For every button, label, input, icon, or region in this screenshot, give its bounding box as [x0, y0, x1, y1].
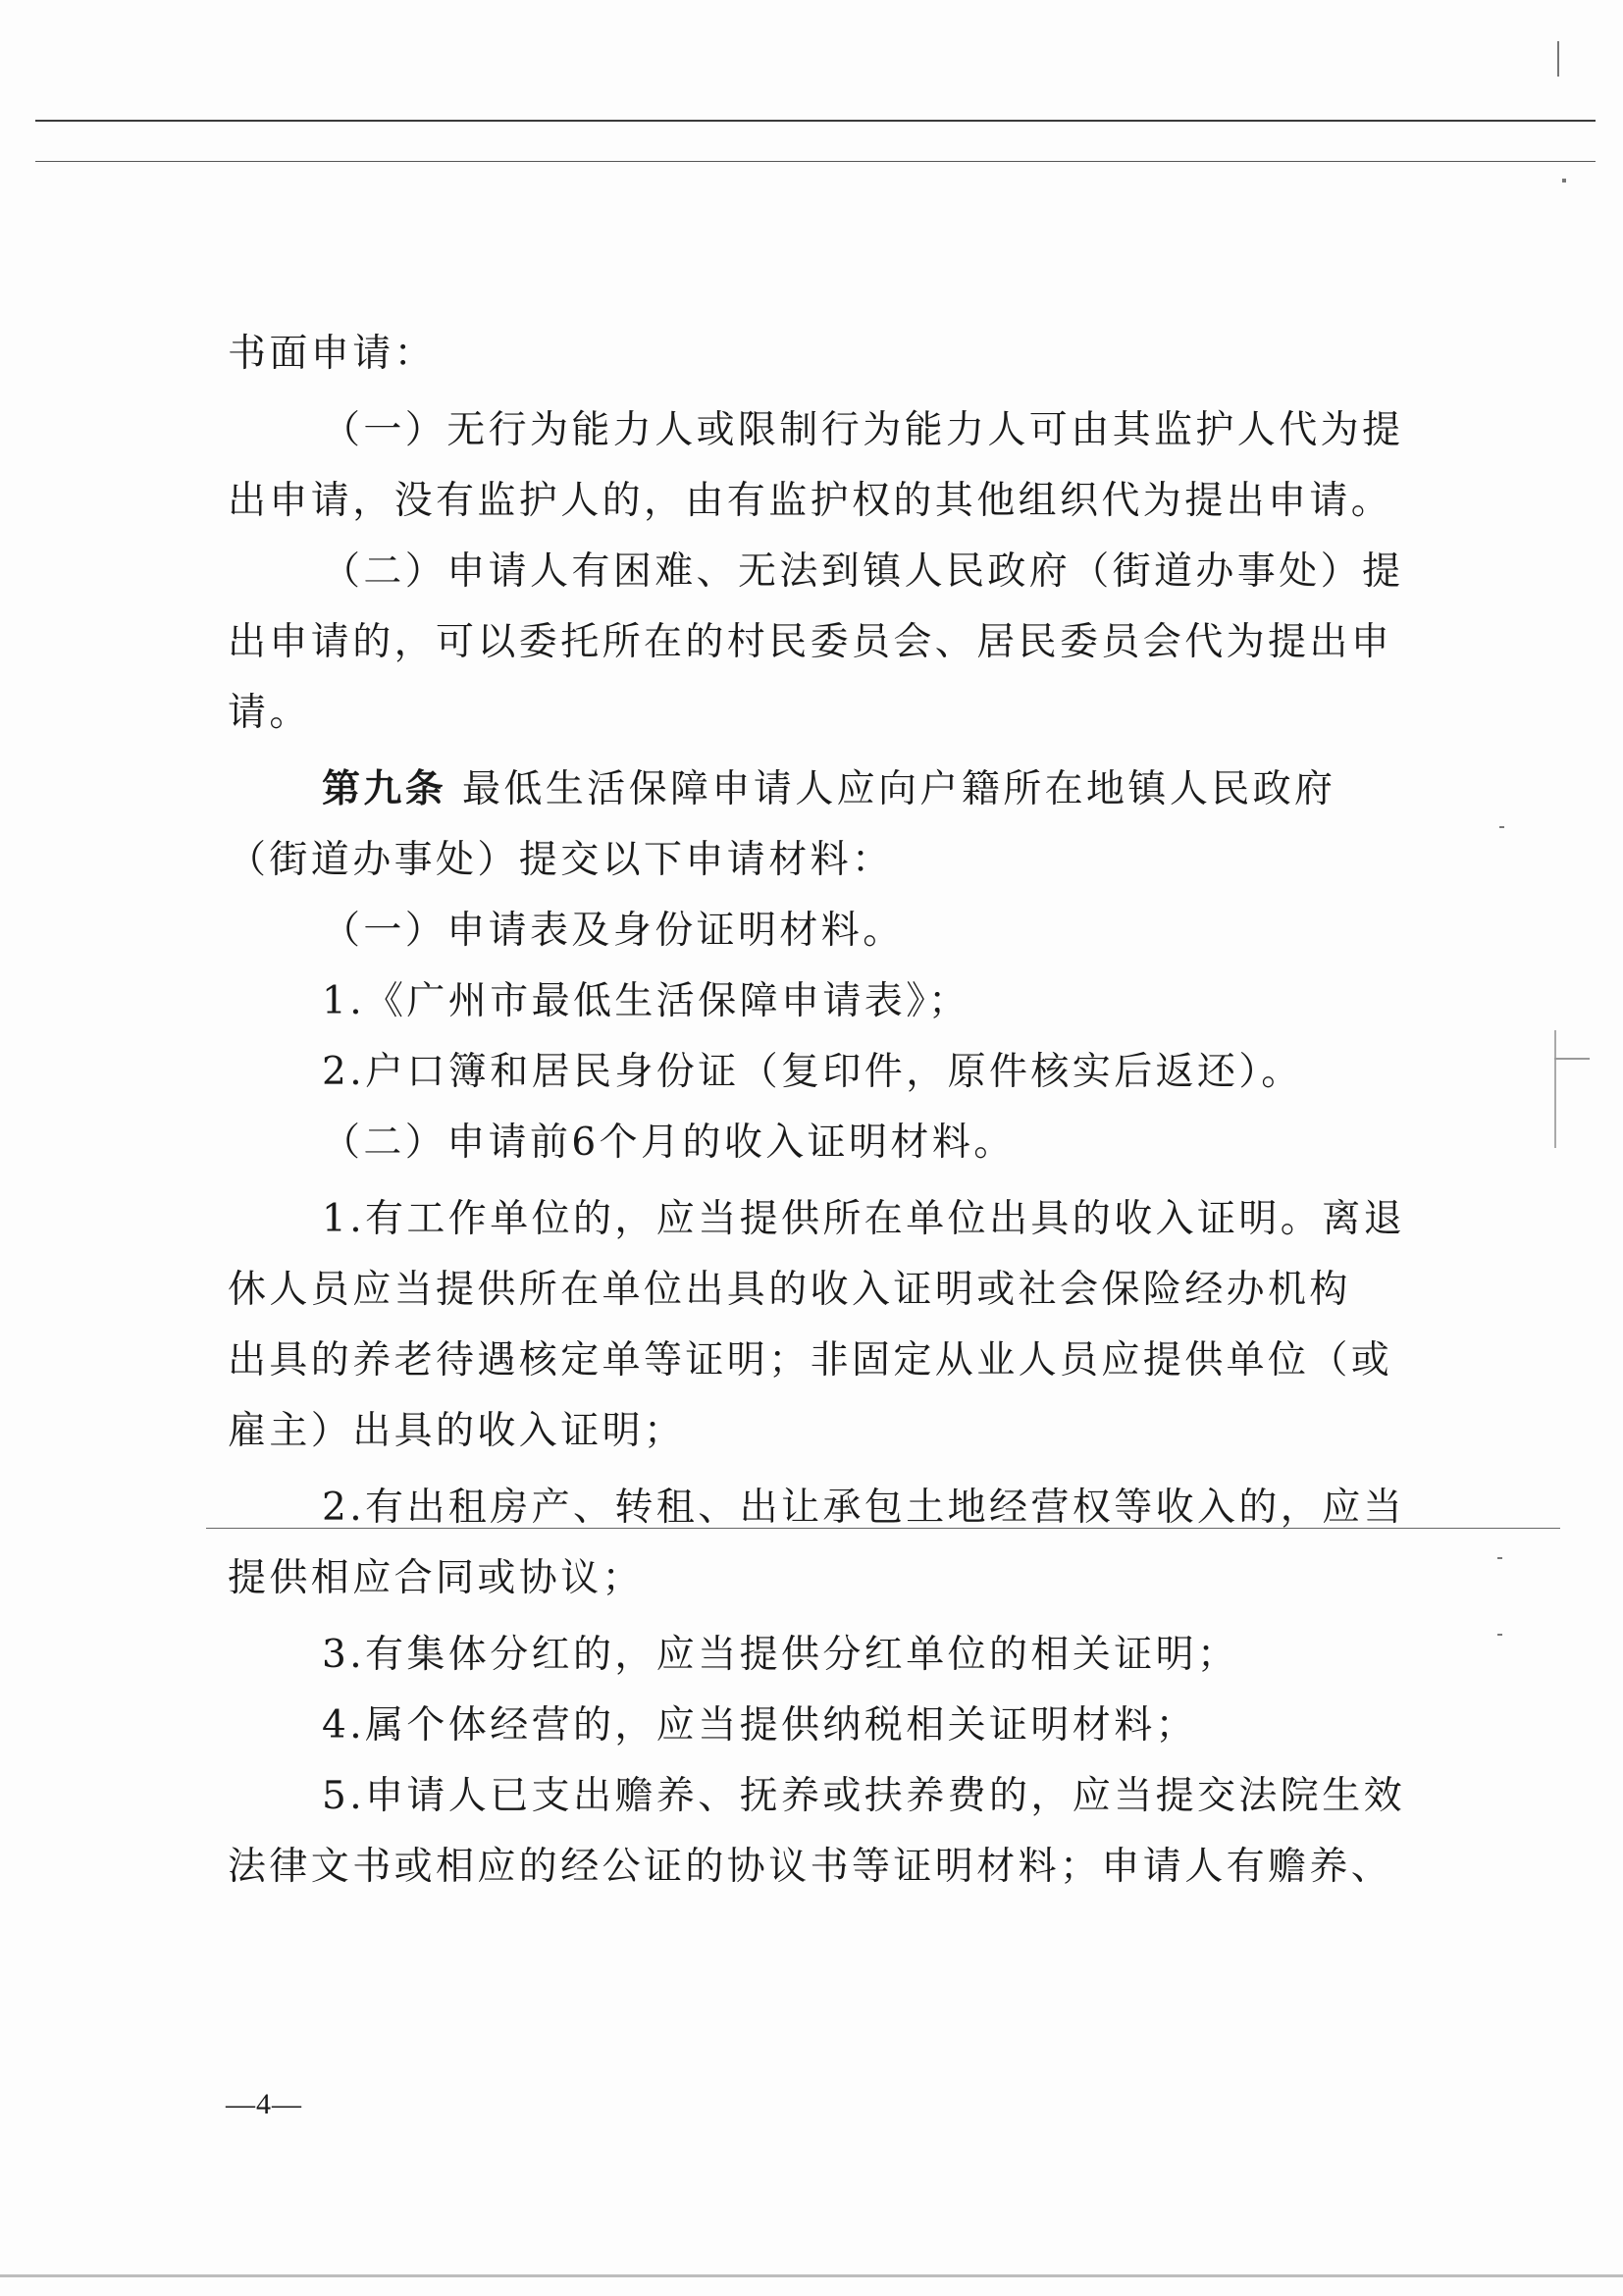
- body-line: 2.有出租房产、转租、出让承包土地经营权等收入的，应当: [322, 1486, 1406, 1530]
- scan-mark: [1497, 1634, 1502, 1636]
- scan-mark: [1557, 41, 1559, 77]
- header-rule-top: [35, 120, 1596, 122]
- body-line: 3.有集体分红的，应当提供分红单位的相关证明；: [322, 1633, 1239, 1677]
- article-text: 最低生活保障申请人应向户籍所在地镇人民政府: [462, 767, 1336, 811]
- body-line: （街道办事处）提交以下申请材料：: [228, 838, 894, 882]
- body-line: （二）申请人有困难、无法到镇人民政府（街道办事处）提: [322, 549, 1404, 594]
- body-line: 出具的养老待遇核定单等证明；非固定从业人员应提供单位（或: [228, 1338, 1393, 1383]
- scan-mark: [1554, 1058, 1590, 1060]
- body-line: 出申请的，可以委托所在的村民委员会、居民委员会代为提出申: [228, 620, 1393, 664]
- body-line: 提供相应合同或协议；: [228, 1556, 645, 1600]
- body-line: 法律文书或相应的经公证的协议书等证明材料；申请人有赡养、: [228, 1845, 1393, 1889]
- document-body: [228, 319, 1406, 1903]
- page-bottom-edge: [0, 2274, 1623, 2277]
- body-line: 1.有工作单位的，应当提供所在单位出具的收入证明。离退: [322, 1197, 1406, 1241]
- scan-line: [206, 1528, 1560, 1529]
- body-line: （一）无行为能力人或限制行为能力人可由其监护人代为提: [322, 408, 1404, 452]
- body-line: （二）申请前6个月的收入证明材料。: [322, 1121, 1016, 1165]
- scan-mark: [1497, 1557, 1502, 1559]
- scan-mark: [1499, 826, 1504, 828]
- body-line: 书面申请：: [228, 332, 437, 376]
- body-line: 请。: [228, 691, 311, 735]
- body-line: 2.户口簿和居民身份证（复印件，原件核实后返还）。: [322, 1050, 1303, 1094]
- body-line: （一）申请表及身份证明材料。: [322, 909, 905, 953]
- page-number: —4—: [226, 2088, 302, 2120]
- scan-mark: [1554, 1030, 1556, 1148]
- body-line: 1.《广州市最低生活保障申请表》；: [322, 979, 970, 1023]
- body-line: 4.属个体经营的，应当提供纳税相关证明材料；: [322, 1703, 1198, 1748]
- article-line: [228, 755, 1376, 825]
- body-line: 出申请，没有监护人的，由有监护权的其他组织代为提出申请。: [228, 479, 1393, 523]
- header-rule-bottom: [35, 161, 1596, 162]
- scan-mark: [1562, 179, 1566, 183]
- body-line: 休人员应当提供所在单位出具的收入证明或社会保险经办机构: [228, 1268, 1351, 1312]
- article-label: 第九条: [322, 767, 447, 811]
- body-line: 5.申请人已支出赡养、抚养或扶养费的，应当提交法院生效: [322, 1774, 1406, 1818]
- body-line: 雇主）出具的收入证明；: [228, 1409, 686, 1453]
